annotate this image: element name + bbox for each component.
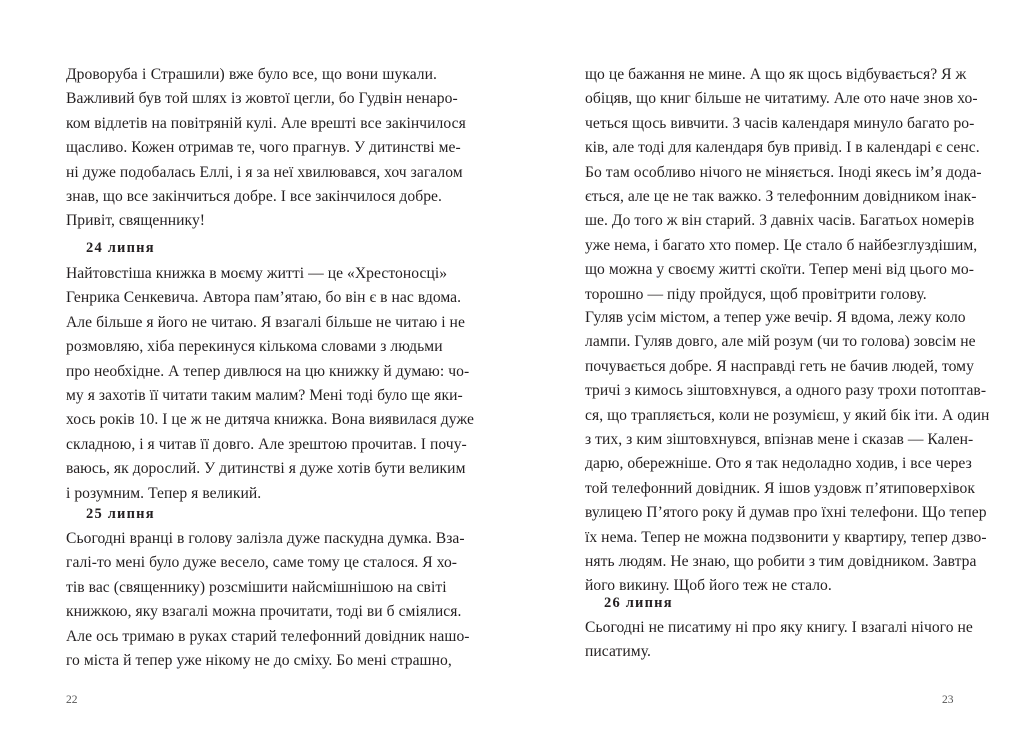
text-line: тричі з кимось зіштовхнувся, а одного разу трохи потоптав- <box>585 382 987 400</box>
text-line: торошно — піду пройдуся, щоб провітрити голову. <box>585 285 927 303</box>
text-line: ється, але це не так важко. З телефонним довідником інак- <box>585 188 977 205</box>
text-line: ні дуже подобалась Еллі, і я за неї хвилювався, хоч загалом <box>66 163 463 181</box>
text-line: Але більше я його не читаю. Я взагалі більше не читаю і не <box>66 313 465 331</box>
text-line: Важливий був той шлях із жовтої цегли, бо Гудвін ненаро- <box>66 90 458 108</box>
text-line: тів вас (священнику) розсмішити найсмішнішою на світі <box>66 578 447 596</box>
text-line: щасливо. Кожен отримав те, чого прагнув. У дитинстві ме- <box>66 139 461 157</box>
text-line: Привіт, священнику! <box>66 212 206 230</box>
text-line: вулицею П’ятого року й думав про їхні телефони. Що тепер <box>585 504 987 522</box>
page-number-right: 23 <box>942 694 954 706</box>
text-line: розмовляю, хіба перекинуся кількома словами з людьми <box>66 338 443 356</box>
text-line: Сьогодні вранці в голову залізла дуже паскудна думка. Взa- <box>66 530 465 547</box>
text-line: галі-то мені було дуже весело, саме тому це сталося. Я хо- <box>66 554 458 572</box>
text-line: з тих, з ким зіштовхнувся, впізнав мене і сказав — Кален- <box>585 431 974 448</box>
text-line: Бо там особливо нічого не міняється. Іноді якесь ім’я дода- <box>585 163 982 181</box>
text-line: що можна у своєму житті скоїти. Тепер мені від цього мо- <box>585 261 974 279</box>
text-line: ваюсь, як дорослий. У дитинстві я дуже хотів бути великим <box>66 460 466 478</box>
text-line: ків, але тоді для календаря був привід. І в календарі є сенс. <box>585 139 980 157</box>
text-line: про необхідне. А тепер дивлюся на цю книжку й думаю: чо- <box>66 362 470 380</box>
text-line: нять людям. Не знаю, що робити з тим довідником. Завтра <box>585 553 977 570</box>
text-line: обіцяв, що книг більше не читатиму. Але ото наче знов хо- <box>585 90 978 108</box>
text-line: складною, і я читав її довго. Але зрештою прочитав. І почу- <box>66 435 467 453</box>
text-line: ше. До того ж він старий. З давніх часів. Багатьох номерів <box>585 212 975 230</box>
text-line: Гуляв усім містом, а тепер уже вечір. Я вдома, лежу коло <box>585 309 966 326</box>
text-line: його викину. Щоб його теж не стало. <box>585 577 832 595</box>
text-line: уже нема, і багато хто помер. Це стало б найбезглуздішим, <box>585 236 978 254</box>
text-line: хось років 10. І це ж не дитяча книжка. Вона виявилася дуже <box>66 411 474 429</box>
text-line: ком відлетів на повітряній кулі. Але врешті все закінчилося <box>66 114 466 132</box>
text-line: книжкою, яку взагалі можна прочитати, тоді ви б сміялися. <box>66 603 462 621</box>
text-line: дарю, обережніше. Ото я так недоладно ходив, і все через <box>585 455 972 473</box>
text-line: почувається добре. Я насправді геть не бачив людей, тому <box>585 357 974 375</box>
text-line: лампи. Гуляв довго, але мій розум (чи то голова) зовсім не <box>585 333 976 351</box>
text-line: писатиму. <box>585 643 651 661</box>
text-line: що це бажання не мине. А що як щось відбувається? Я ж <box>585 66 967 83</box>
text-line: Сьогодні не писатиму ні про яку книгу. І взагалі нічого не <box>585 619 973 636</box>
text-line: знав, що все закінчиться добре. І все закінчилося добре. <box>66 188 442 205</box>
left-heading-24-july: 24 липня <box>86 240 155 256</box>
text-line: Але ось тримаю в руках старий телефонний довідник нашо- <box>66 627 470 645</box>
left-heading-25-july: 25 липня <box>86 506 155 522</box>
right-page <box>512 0 1024 752</box>
text-line: му я захотів її читати таким малим? Мені тоді було ще яки- <box>66 387 463 404</box>
text-line: го міста й тепер уже нікому не до сміху. Бо мені страшно, <box>66 652 452 669</box>
text-line: ся, що трапляється, коли не розумієш, у який бік іти. А один <box>585 406 990 424</box>
right-heading-26-july: 26 липня <box>604 595 673 611</box>
text-line: четься щось вивчити. З часів календаря минуло багато ро- <box>585 114 975 132</box>
text-line: і розумним. Тепер я великий. <box>66 484 262 502</box>
text-line: Генрика Сенкевича. Автора пам’ятаю, бо він є в нас вдома. <box>66 289 462 307</box>
text-line: Найтовстіша книжка в моєму житті — це «Хрестоносці» <box>66 265 448 282</box>
text-line: їх нема. Тепер не можна подзвонити у квартиру, тепер дзво- <box>585 528 987 546</box>
page-number-left: 22 <box>66 694 78 706</box>
text-line: той телефонний довідник. Я ішов уздовж п’ятиповерхівок <box>585 479 976 497</box>
text-line: Дроворуба і Страшили) вже було все, що вони шукали. <box>66 66 437 83</box>
